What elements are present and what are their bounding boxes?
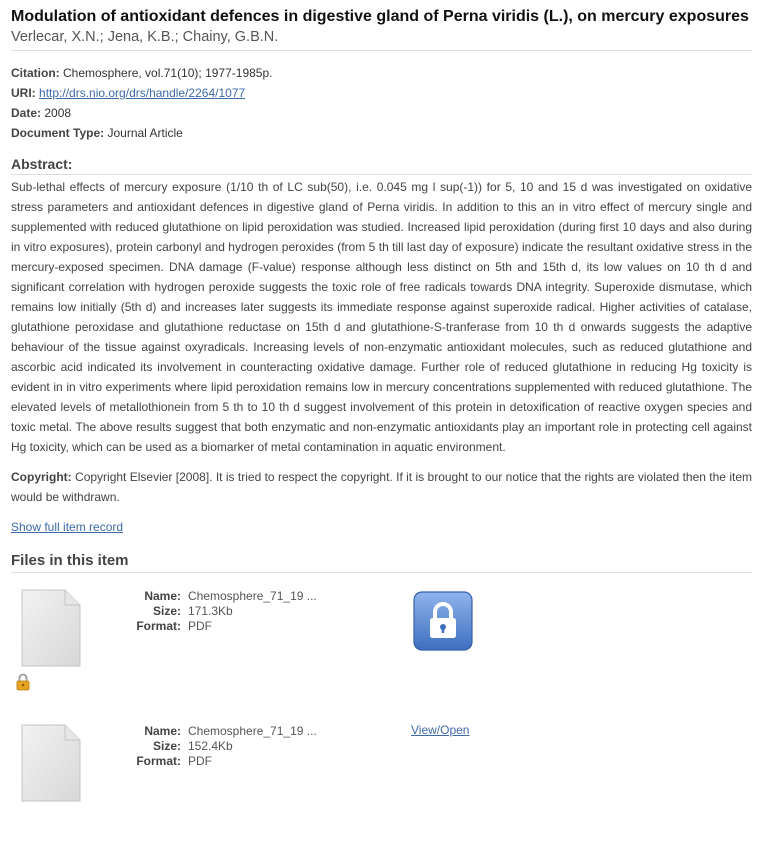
date-value: 2008 [44,106,72,120]
copyright-label: Copyright: [11,470,72,484]
uri-link[interactable]: http://drs.nio.org/drs/handle/2264/1077 [39,86,246,100]
uri-row [11,83,752,103]
copyright-text: Copyright Elsevier [2008]. It is tried to respect the copyright. If it is brought to our notice that the rights are violated then the item would be withdrawn. [11,470,752,504]
uri-label: URI: [11,86,36,100]
date-label: Date: [11,106,42,120]
citation-value: Chemosphere, vol.71(10); 1977-1985p. [63,66,273,80]
file-format: PDF [188,619,212,633]
file-name: Chemosphere_71_19 ... [188,724,317,738]
file-name-label: Name: [144,589,181,603]
file-details [133,724,317,769]
file-format-label: Format: [136,754,181,768]
padlock-icon[interactable] [413,591,473,651]
file-size-label: Size: [152,739,181,753]
copyright-block [11,467,752,507]
date-row [11,103,752,123]
file-name-label: Name: [144,724,181,738]
doctype-label: Document Type: [11,126,105,140]
abstract-heading: Abstract: [11,156,73,172]
document-thumbnail-icon[interactable] [21,589,81,667]
file-format: PDF [188,754,212,768]
abstract-text: Sub-lethal effects of mercury exposure (1/10 th of LC sub(50), i.e. 0.045 mg l sup(-1)) for 5, 10 and 15 d was investigated on oxidative stress parameters and antioxidant defences in digestive gland of Perna viridis. In addition to this an in vitro effect of mercury single and supplemented with reduced glutathione on lipid peroxidation was studied. Increased lipid peroxidation (during first 10 days and also during in vitro exposures), protein carbonyl and hydrogen peroxides (from 5 th till last day of exposure) indicate the resultant oxidative stress in the mercury-exposed specimen. DNA damage (F-value) response although less distinct on 5th and 15th d, its low values on 10 th d and significant correlation with hydrogen peroxide suggests the toxic role of free radicals towards DNA integrity. Superoxide dismutase, which remains low initially (5th d) and increases later suggests its immediate response against superoxide radical. Higher activities of catalase, glutathione peroxidase and glutathione reductase on 15th d and glutathione-S-tranferase from 10 th d onwards suggests the adaptive behaviour of the tissue against oxyradicals. Increasing levels of non-enzymatic antioxidant molecules, such as reduced glutathione and ascorbic acid indicated its involvement in counteracting oxidative damage. Further role of reduced glutathione in reducing Hg toxicity is evident in in vitro experiments where lipid peroxidation remains low in mercury concentrations supplemented with reduced glutathione. The elevated levels of metallothionein from 5 th to 10 th d suggest involvement of this protein in detoxification of reactive oxygen species and toxic metal. The above results suggest that both enzymatic and non-enzymatic antioxidants play an important role in protecting cell against Hg toxicity, which can be used as a biomarker of metal contamination in aquatic environment. [11,180,752,454]
file-format-label: Format: [136,619,181,633]
citation-row [11,63,752,83]
item-title: Modulation of antioxidant defences in digestive gland of Perna viridis (L.), on mercury exposures [11,8,749,25]
file-name: Chemosphere_71_19 ... [188,589,317,603]
doctype-row [11,123,752,143]
document-thumbnail-icon[interactable] [21,724,81,802]
view-open-link[interactable]: View/Open [411,723,470,737]
title-divider [11,50,752,51]
restricted-lock-icon [16,673,30,691]
file-details [133,589,317,634]
file-size: 152.4Kb [188,739,233,753]
show-full-record-link[interactable]: Show full item record [11,520,124,534]
doctype-value: Journal Article [107,126,183,140]
file-item [11,708,752,843]
metadata-block [11,63,752,143]
item-authors: Verlecar, X.N.; Jena, K.B.; Chainy, G.B.N. [11,29,279,45]
abstract-divider [11,174,752,175]
files-heading: Files in this item [11,552,129,569]
file-item [11,573,752,708]
file-size-label: Size: [152,604,181,618]
citation-label: Citation: [11,66,60,80]
file-size: 171.3Kb [188,604,233,618]
